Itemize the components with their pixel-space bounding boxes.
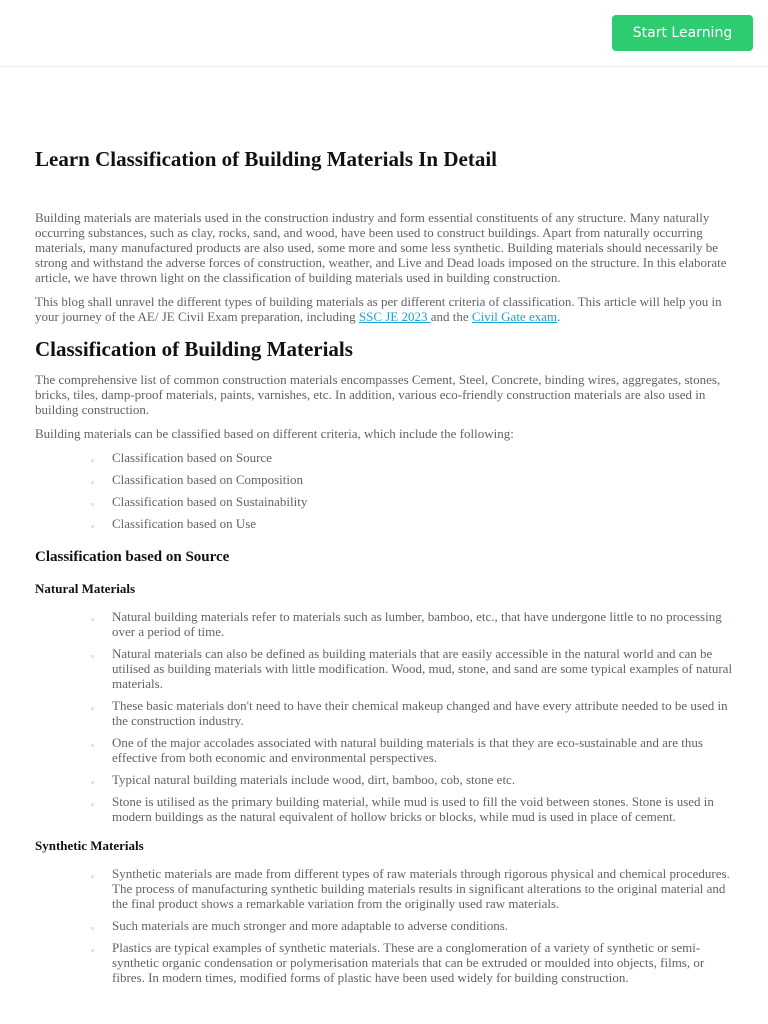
- list-item: ◦ Natural materials can also be defined as building materials that are easily accessible in the natural world and can be utilised as building materials with little modification. Wood, mud, stone, and sand are some typical examples of natural materials.: [112, 646, 735, 691]
- blog-text-3: .: [557, 309, 561, 324]
- list-item: ◦ Natural building materials refer to materials such as lumber, bamboo, etc., that have undergone little to no processing over a period of time.: [112, 609, 735, 639]
- list-item: ◦ Classification based on Source: [112, 450, 735, 465]
- list-item: ◦ These basic materials don't need to have their chemical makeup changed and have every attribute needed to be used in the construction industry.: [112, 698, 735, 728]
- natural-heading: Natural Materials: [35, 581, 136, 596]
- classification-paragraph: The comprehensive list of common construction materials encompasses Cement, Steel, Concrete, binding wires, aggregates, stones, bricks, tiles, damp-proof materials, paints, varnishes, etc. In addition, various eco-friendly construction materials are also used in building construction.: [35, 372, 721, 417]
- natural-list: [35, 609, 735, 824]
- article: [35, 146, 735, 993]
- source-heading: Classification based on Source: [35, 549, 230, 565]
- intro-paragraph: Building materials are materials used in the construction industry and form essential constituents of any structure. Many naturally occurring substances, such as clay, rocks, sand, and wood, have been used to construct buildings. Apart from naturally occurring materials, many manufactured products are also used, some more and some less synthetic. Building materials should necessarily be strong and withstand the adverse forces of construction, weather, and Live and Dead loads imposed on the structure. In this elaborate article, we have thrown light on the classification of building materials used in building construction.: [35, 210, 727, 285]
- criteria-intro: Building materials can be classified based on different criteria, which include the following:: [35, 426, 514, 441]
- blog-text-1: This blog shall unravel the different types of building materials as per different criteria of classification. This article will help you in your journey of the AE/ JE Civil Exam preparation, including: [35, 294, 722, 324]
- classification-heading: Classification of Building Materials: [35, 337, 353, 361]
- blog-paragraph: [35, 294, 735, 324]
- list-item: ◦ Such materials are much stronger and more adaptable to adverse conditions.: [112, 918, 735, 933]
- list-item: ◦ Typical natural building materials include wood, dirt, bamboo, cob, stone etc.: [112, 772, 735, 787]
- list-item: ◦ Plastics are typical examples of synthetic materials. These are a conglomeration of a variety of synthetic or semi-synthetic organic condensation or polymerisation materials that can be extruded or moulded into objects, films, or fibres. In modern times, modified forms of plastic have been used widely for building construction.: [112, 940, 735, 985]
- ssc-je-link[interactable]: SSC JE 2023: [358, 309, 431, 324]
- synthetic-list: [35, 866, 735, 985]
- list-item: ◦ Synthetic materials are made from different types of raw materials through rigorous physical and chemical procedures. The process of manufacturing synthetic building materials results in significant alterations to the original material and the final product shows a remarkable variation from the originally used raw materials.: [112, 866, 735, 911]
- civil-gate-link[interactable]: Civil Gate exam: [471, 309, 558, 324]
- start-learning-button[interactable]: Start Learning: [612, 15, 753, 51]
- page-title: Learn Classification of Building Materials In Detail: [35, 147, 497, 171]
- blog-text-2: and the: [430, 309, 472, 324]
- top-bar: [0, 0, 768, 67]
- list-item: ◦ One of the major accolades associated with natural building materials is that they are eco-sustainable and are thus effective from both economic and environmental perspectives.: [112, 735, 735, 765]
- list-item: ◦ Classification based on Sustainability: [112, 494, 735, 509]
- criteria-list: [35, 450, 735, 531]
- list-item: ◦ Classification based on Composition: [112, 472, 735, 487]
- list-item: ◦ Classification based on Use: [112, 516, 735, 531]
- synthetic-heading: Synthetic Materials: [35, 838, 144, 853]
- list-item: ◦ Stone is utilised as the primary building material, while mud is used to fill the void between stones. Stone is used in modern buildings as the natural equivalent of hollow bricks or blocks, while mud is used in place of cement.: [112, 794, 735, 824]
